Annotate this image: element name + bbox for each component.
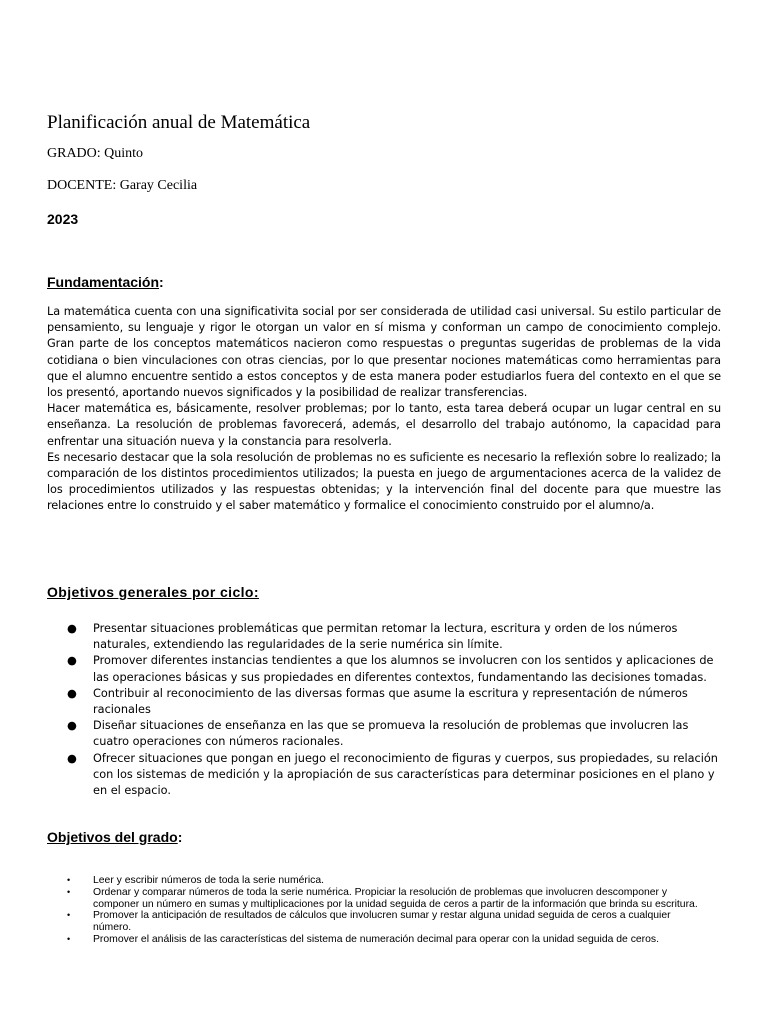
fundamentacion-paragraph: La matemática cuenta con una significativita social por ser considerada de utilidad casi universal. Su estilo particular de pensamiento, su lenguaje y rigor le otorgan un valor en sí misma y conforman un campo de conocimiento complejo. Gran parte de los conceptos matemáticos nacieron como respuestas o preguntas sugeridas de problemas de la vida cotidiana o bien vinculaciones con otras ciencias, por lo que presentar nociones matemáticas como herramientas para que el alumno encuentre sentido a estos conceptos y de esta manera poder estudiarlos fuera del contexto en el que se los presentó, aportando nuevos significados y la posibilidad de realizar transferencias. (47, 305, 721, 400)
objetivos-grado-heading-text: Objetivos del grado (47, 829, 178, 845)
fundamentacion-paragraph: Es necesario destacar que la sola resolución de problemas no es suficiente es necesario la reflexión sobre lo realizado; la comparación de los distintos procedimientos utilizados; la puesta en juego de argumentaciones acerca de la validez de los procedimientos utilizados y las respuestas obtenidas; y la intervención final del docente para que muestre las relaciones entre lo construido y el saber matemático y formalice el conocimiento construido por el alumno/a. (47, 450, 722, 513)
fundamentacion-heading (47, 274, 164, 290)
document-title: Planificación anual de Matemática (47, 112, 311, 133)
fundamentacion-heading-colon: : (159, 274, 164, 290)
list-item-text: Ofrecer situaciones que pongan en juego el reconocimiento de figuras y cuerpos, sus propiedades, su relación con los sistemas de medición y la apropiación de sus características para determinar posiciones en el plano y en el espacio. (93, 751, 718, 798)
objetivos-grado-heading (47, 829, 182, 845)
list-item-text: Promover diferentes instancias tendientes a que los alumnos se involucren con los sentidos y aplicaciones de las operaciones básicas y sus propiedades en diferentes contextos, fundamentando las decisiones tomadas. (93, 654, 714, 684)
list-item (47, 621, 721, 653)
bullet-icon: ● (67, 751, 77, 765)
year-line: 2023 (47, 211, 79, 227)
fundamentacion-paragraph: Hacer matemática es, básicamente, resolver problemas; por lo tanto, esta tarea deberá ocupar un lugar central en su enseñanza. La resolución de problemas favorecerá, además, el desarrollo del trabajo autónomo, la capacidad para enfrentar una situación nueva y la constancia para resolverla. (47, 402, 721, 448)
list-item (47, 686, 721, 718)
bullet-icon: • (67, 933, 71, 944)
bullet-icon: ● (67, 622, 77, 635)
bullet-icon: ● (67, 719, 77, 733)
objetivos-grado-heading-colon: : (177, 829, 183, 845)
bullet-icon: • (67, 875, 71, 885)
objetivos-generales-heading (47, 584, 259, 600)
bullet-icon: • (67, 886, 71, 897)
list-item (47, 653, 721, 685)
list-item-text: Contribuir al reconocimiento de las diversas formas que asume la escritura y representación de números racionales (93, 686, 688, 717)
objetivos-generales-list (47, 621, 721, 799)
list-item (47, 718, 721, 750)
list-item-text: Promover la anticipación de resultados de cálculos que involucren sumar y restar alguna unidad seguida de ceros a cualquier número. (93, 910, 671, 934)
list-item-text: Diseñar situaciones de enseñanza en las que se promueva la resolución de problemas que involucren las cuatro operaciones con números racionales. (93, 719, 689, 749)
objetivos-grado-list (47, 875, 707, 946)
list-item-text: Leer y escribir números de toda la serie numérica. (93, 875, 325, 886)
list-item (47, 934, 707, 946)
list-item (47, 751, 721, 800)
docente-line: DOCENTE: Garay Cecilia (47, 178, 198, 193)
list-item (47, 910, 707, 934)
list-item-text: Promover el análisis de las características del sistema de numeración decimal para operar con la unidad seguida de ceros. (93, 933, 660, 945)
bullet-icon: ● (67, 686, 77, 700)
objetivos-generales-heading-text: Objetivos generales por ciclo: (47, 584, 259, 600)
list-item-text: Presentar situaciones problemáticas que permitan retomar la lectura, escritura y orden de los números naturales, extendiendo las regularidades de la serie numérica sin límite. (93, 622, 678, 652)
list-item (47, 875, 707, 887)
list-item (47, 887, 707, 911)
bullet-icon: ● (67, 654, 77, 668)
grado-line: GRADO: Quinto (47, 146, 144, 161)
fundamentacion-body (47, 304, 721, 515)
list-item-text: Ordenar y comparar números de toda la serie numérica. Propiciar la resolución de problemas que involucren descomponer y componer un número en sumas y multiplicaciones por la unidad seguida de ceros a partir de la información que brinda su escritura. (93, 886, 698, 910)
fundamentacion-heading-text: Fundamentación (47, 274, 160, 290)
bullet-icon: • (67, 910, 71, 921)
